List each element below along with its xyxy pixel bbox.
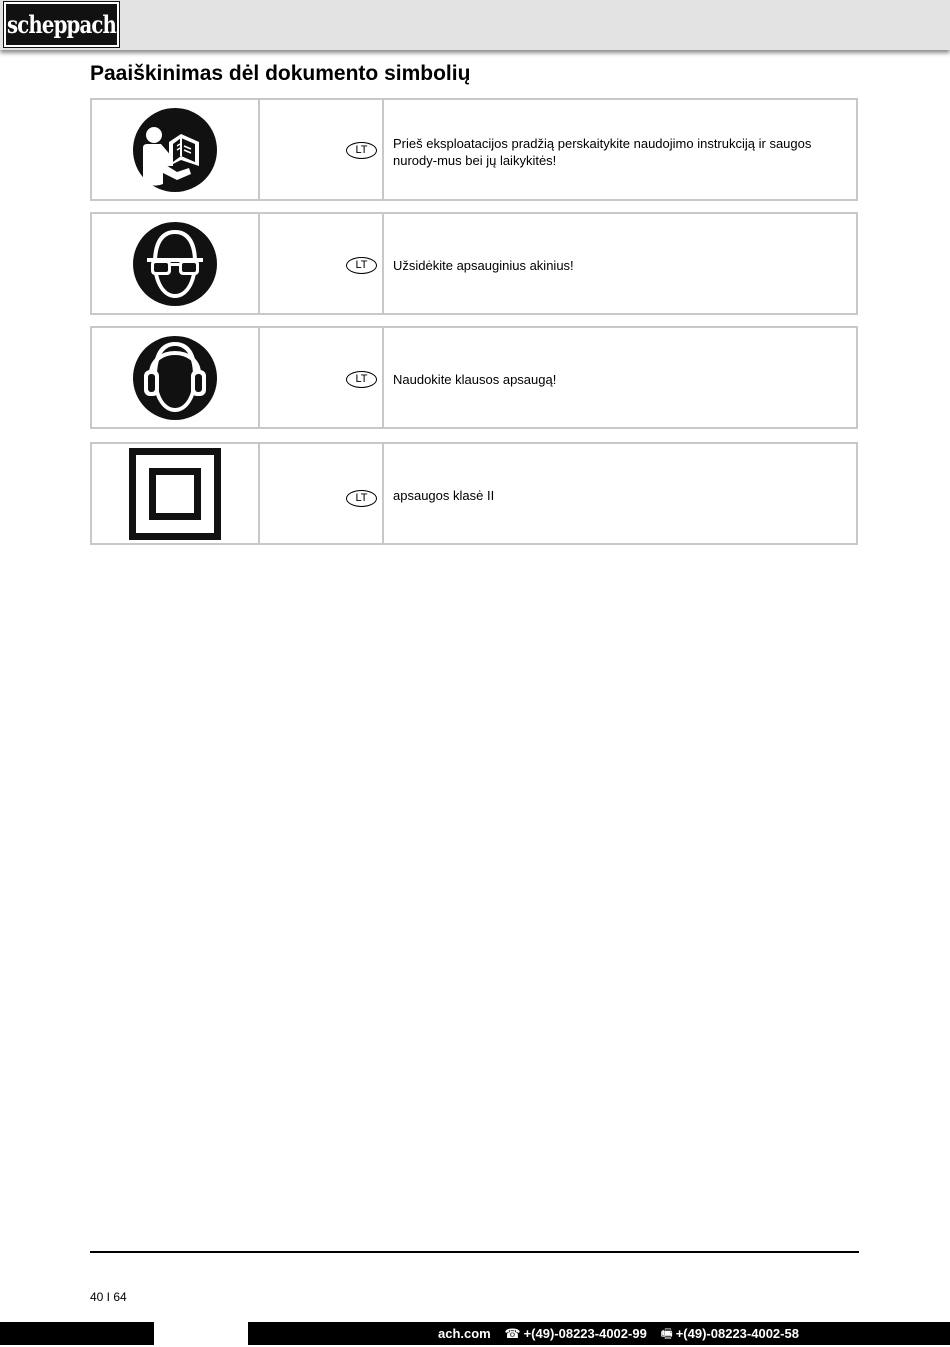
language-cell xyxy=(260,214,384,313)
symbol-cell xyxy=(92,214,260,313)
footer-divider xyxy=(90,1251,859,1253)
scheppach-logo xyxy=(4,2,119,47)
symbol-description: Naudokite klausos apsaugą! xyxy=(393,372,557,387)
safety-goggles-icon xyxy=(133,222,217,306)
symbol-description: Užsidėkite apsauginius akinius! xyxy=(393,258,574,273)
symbol-row xyxy=(90,98,858,201)
symbol-row xyxy=(90,326,858,429)
website-link[interactable]: ach.com xyxy=(438,1326,491,1341)
language-cell xyxy=(260,100,384,199)
language-cell xyxy=(260,328,384,427)
logo-text: scheppach xyxy=(6,10,117,39)
language-badge: LT xyxy=(346,257,377,274)
symbol-description: apsaugos klasė II xyxy=(393,488,495,503)
symbol-row xyxy=(90,212,858,315)
phone-number: +(49)-08223-4002-99 xyxy=(523,1326,647,1341)
symbol-description: Prieš eksploatacijos pradžią perskaitykite naudojimo instrukciją ir saugos nurody-mus bei jų laikykitės! xyxy=(393,136,812,168)
symbol-row xyxy=(90,442,858,545)
page-header xyxy=(0,0,950,50)
language-badge: LT xyxy=(346,371,377,388)
language-badge: LT xyxy=(346,490,377,507)
hearing-protection-icon xyxy=(133,336,217,420)
read-manual-icon xyxy=(133,108,217,192)
language-badge: LT xyxy=(346,142,377,159)
phone-icon: ☎ xyxy=(504,1326,521,1341)
symbol-cell xyxy=(92,444,260,543)
contact-info xyxy=(438,1325,799,1347)
page-number: 40 I 64 xyxy=(90,1290,127,1304)
symbol-cell xyxy=(92,328,260,427)
contact-bar-gap xyxy=(154,1322,248,1345)
fax-icon: 🖷 xyxy=(660,1326,673,1341)
contact-bar xyxy=(0,1322,950,1345)
protection-class-ii-icon xyxy=(129,448,221,540)
symbol-cell xyxy=(92,100,260,199)
page-title: Paaiškinimas dėl dokumento simbolių xyxy=(90,62,471,85)
fax-number: +(49)-08223-4002-58 xyxy=(675,1326,799,1341)
language-cell xyxy=(260,444,384,543)
